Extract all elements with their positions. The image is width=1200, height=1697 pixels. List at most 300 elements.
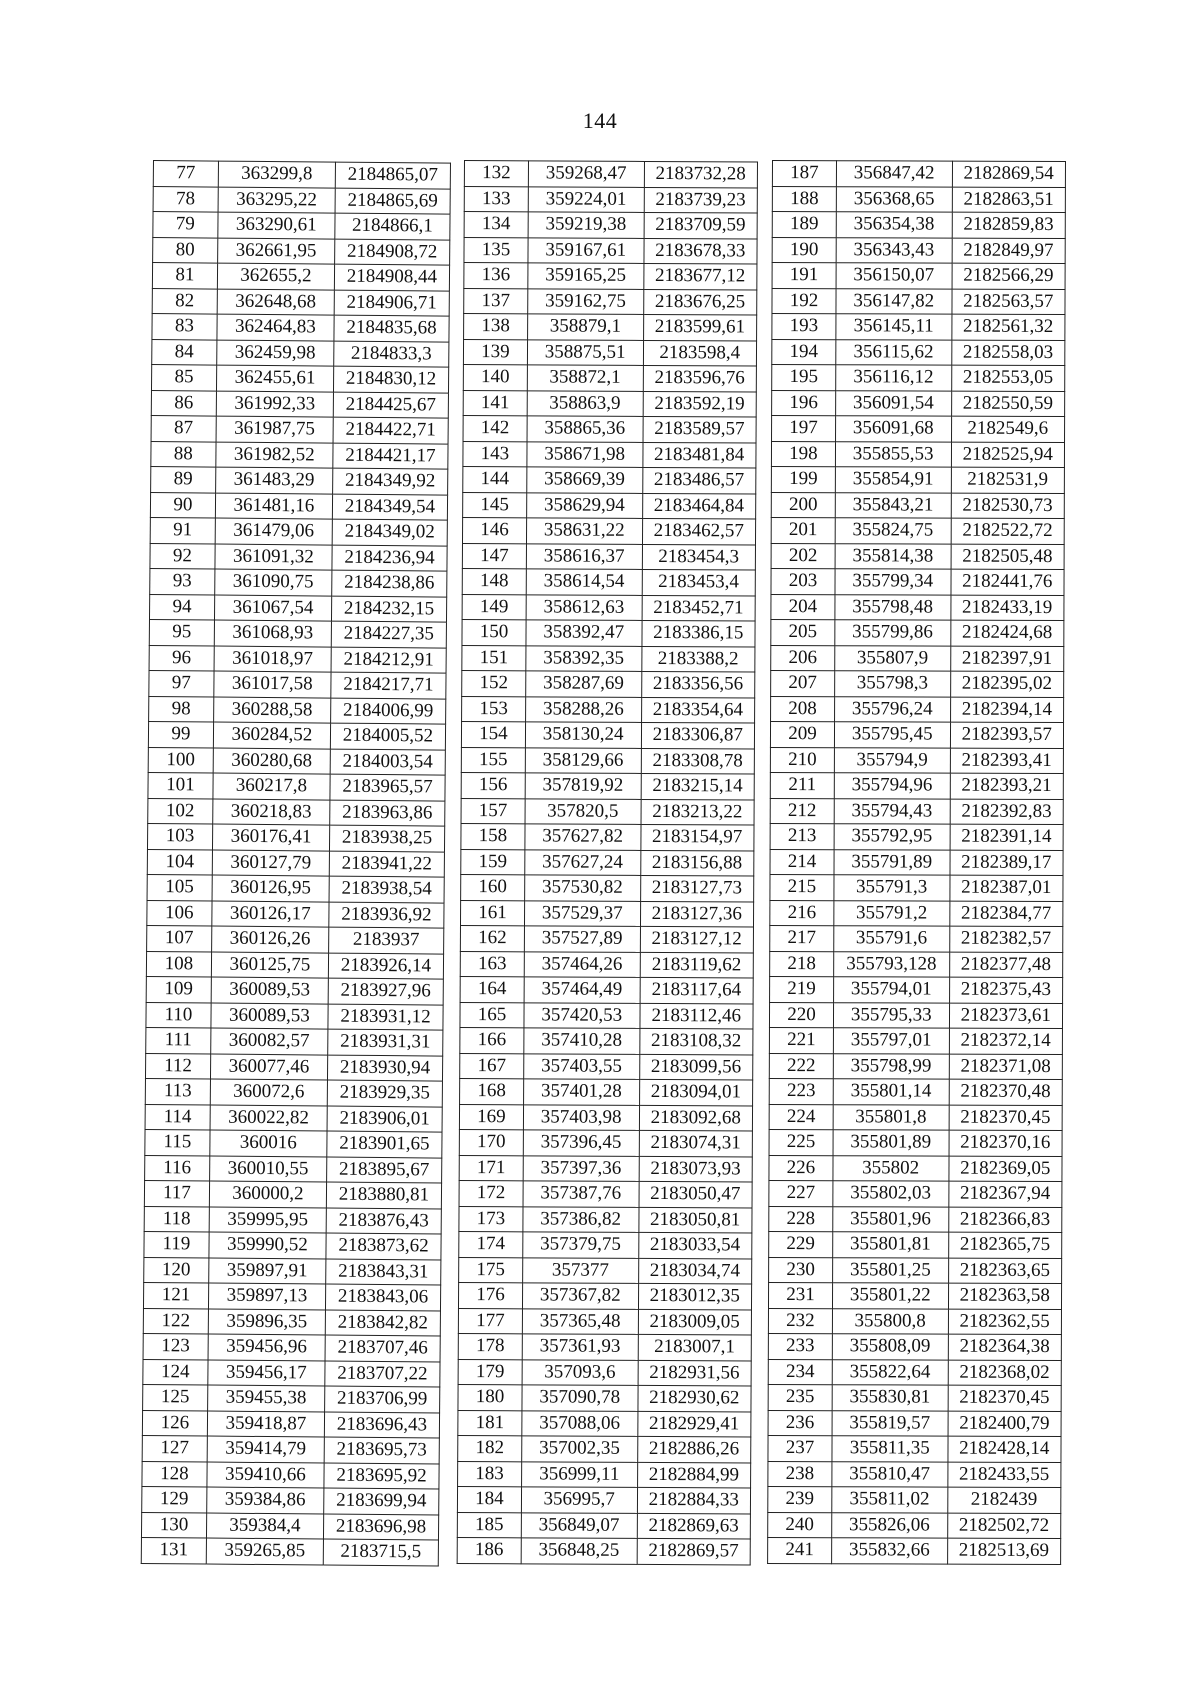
- x-coordinate-cell: 358130,24: [525, 722, 641, 748]
- table-row: [148, 747, 445, 775]
- point-number-cell: 93: [150, 568, 215, 594]
- x-coordinate-cell: 357464,26: [524, 951, 640, 977]
- x-coordinate-cell: 357396,45: [523, 1130, 639, 1156]
- x-coordinate-cell: 355801,22: [832, 1283, 948, 1309]
- point-number-cell: 164: [460, 976, 524, 1002]
- y-coordinate-cell: 2183678,33: [643, 238, 757, 264]
- point-number-cell: 127: [142, 1435, 207, 1461]
- y-coordinate-cell: 2184003,54: [330, 749, 445, 776]
- x-coordinate-cell: 356116,12: [836, 365, 952, 391]
- y-coordinate-cell: 2182563,57: [951, 289, 1065, 315]
- table-row: [153, 237, 450, 265]
- table-row: [459, 1231, 752, 1258]
- x-coordinate-cell: 360022,82: [210, 1105, 327, 1132]
- x-coordinate-cell: 362459,98: [217, 340, 334, 367]
- table-row: [770, 874, 1063, 901]
- table-row: [769, 1002, 1062, 1029]
- y-coordinate-cell: 2184232,15: [331, 596, 446, 623]
- y-coordinate-cell: 2183937: [329, 927, 444, 954]
- point-number-cell: 197: [772, 416, 836, 442]
- y-coordinate-cell: 2182368,02: [948, 1360, 1062, 1386]
- table-row: [151, 441, 448, 469]
- y-coordinate-cell: 2183927,96: [328, 978, 443, 1005]
- y-coordinate-cell: 2182550,59: [951, 391, 1065, 417]
- y-coordinate-cell: 2183880,81: [326, 1182, 441, 1209]
- point-number-cell: 192: [772, 288, 836, 314]
- y-coordinate-cell: 2182373,61: [949, 1003, 1063, 1029]
- point-number-cell: 171: [459, 1155, 523, 1181]
- point-number-cell: 161: [460, 900, 524, 926]
- point-number-cell: 123: [143, 1333, 208, 1359]
- y-coordinate-cell: 2183354,64: [641, 697, 755, 723]
- table-row: [458, 1384, 751, 1411]
- y-coordinate-cell: 2182395,02: [950, 671, 1064, 697]
- point-number-cell: 206: [771, 645, 835, 671]
- x-coordinate-cell: 356150,07: [836, 263, 952, 289]
- table-row: [462, 670, 755, 697]
- y-coordinate-cell: 2183154,97: [640, 824, 754, 850]
- y-coordinate-cell: 2182370,45: [948, 1385, 1062, 1411]
- y-coordinate-cell: 2183926,14: [328, 953, 443, 980]
- table-row: [461, 772, 754, 799]
- point-number-cell: 142: [463, 415, 527, 441]
- table-row: [769, 1104, 1062, 1131]
- x-coordinate-cell: 356343,43: [836, 237, 952, 263]
- point-number-cell: 154: [461, 721, 525, 747]
- point-number-cell: 77: [153, 161, 218, 187]
- x-coordinate-cell: 363295,22: [218, 187, 335, 214]
- table-row: [459, 1180, 752, 1207]
- table-row: [771, 466, 1064, 493]
- x-coordinate-cell: 360072,6: [210, 1079, 327, 1106]
- y-coordinate-cell: 2182363,65: [948, 1258, 1062, 1284]
- table-row: [143, 1308, 440, 1336]
- y-coordinate-cell: 2182566,29: [952, 263, 1066, 289]
- x-coordinate-cell: 355796,24: [834, 696, 950, 722]
- point-number-cell: 99: [148, 721, 213, 747]
- x-coordinate-cell: 357387,76: [523, 1181, 639, 1207]
- x-coordinate-cell: 360176,41: [212, 824, 329, 851]
- y-coordinate-cell: 2183941,22: [329, 851, 444, 878]
- y-coordinate-cell: 2183033,54: [638, 1232, 752, 1258]
- table-row: [772, 365, 1065, 392]
- point-number-cell: 229: [769, 1231, 833, 1257]
- point-number-cell: 191: [772, 263, 836, 289]
- table-row: [772, 416, 1065, 443]
- y-coordinate-cell: 2182553,05: [951, 365, 1065, 391]
- y-coordinate-cell: 2183306,87: [641, 722, 755, 748]
- x-coordinate-cell: 355797,01: [833, 1028, 949, 1054]
- table-row: [772, 339, 1065, 366]
- x-coordinate-cell: 355824,75: [835, 518, 951, 544]
- point-number-cell: 232: [768, 1308, 832, 1334]
- y-coordinate-cell: 2183699,94: [324, 1488, 439, 1515]
- y-coordinate-cell: 2182849,97: [952, 238, 1066, 264]
- table-row: [457, 1486, 750, 1513]
- x-coordinate-cell: 355799,34: [835, 569, 951, 595]
- y-coordinate-cell: 2182561,32: [951, 314, 1065, 340]
- x-coordinate-cell: 362455,61: [216, 365, 333, 392]
- x-coordinate-cell: 360126,26: [211, 926, 328, 953]
- table-row: [458, 1435, 751, 1462]
- y-coordinate-cell: 2182433,19: [950, 595, 1064, 621]
- y-coordinate-cell: 2184236,94: [332, 545, 447, 572]
- y-coordinate-cell: 2184005,52: [330, 723, 445, 750]
- table-row: [768, 1461, 1061, 1488]
- y-coordinate-cell: 2184212,91: [331, 647, 446, 674]
- table-row: [460, 951, 753, 978]
- point-number-cell: 211: [770, 772, 834, 798]
- point-number-cell: 169: [459, 1104, 523, 1130]
- point-number-cell: 121: [143, 1282, 208, 1308]
- x-coordinate-cell: 360010,55: [209, 1156, 326, 1183]
- table-row: [461, 849, 754, 876]
- x-coordinate-cell: 356354,38: [836, 212, 952, 238]
- point-number-cell: 120: [144, 1257, 209, 1283]
- point-number-cell: 209: [770, 721, 834, 747]
- point-number-cell: 210: [770, 747, 834, 773]
- x-coordinate-cell: 356091,54: [836, 390, 952, 416]
- point-number-cell: 186: [457, 1537, 521, 1563]
- table-row: [460, 1002, 753, 1029]
- point-number-cell: 158: [461, 823, 525, 849]
- x-coordinate-cell: 359896,35: [208, 1309, 325, 1336]
- table-row: [459, 1104, 752, 1131]
- y-coordinate-cell: 2184217,71: [331, 672, 446, 699]
- table-row: [458, 1282, 751, 1309]
- y-coordinate-cell: 2182531,9: [951, 467, 1065, 493]
- table-row: [144, 1206, 441, 1234]
- table-row: [152, 263, 449, 291]
- x-coordinate-cell: 355808,09: [832, 1334, 948, 1360]
- table-row: [462, 543, 755, 570]
- table-row: [459, 1155, 752, 1182]
- x-coordinate-cell: 358629,94: [527, 492, 643, 518]
- point-number-cell: 95: [149, 619, 214, 645]
- y-coordinate-cell: 2184349,02: [332, 519, 447, 546]
- table-row: [150, 517, 447, 545]
- point-number-cell: 100: [148, 747, 213, 773]
- point-number-cell: 176: [458, 1282, 522, 1308]
- table-row: [145, 1104, 442, 1132]
- point-number-cell: 115: [145, 1129, 210, 1155]
- point-number-cell: 94: [149, 594, 214, 620]
- x-coordinate-cell: 357527,89: [524, 926, 640, 952]
- x-coordinate-cell: 359456,96: [208, 1334, 325, 1361]
- table-row: [771, 568, 1064, 595]
- point-number-cell: 119: [144, 1231, 209, 1257]
- x-coordinate-cell: 361017,58: [214, 671, 331, 698]
- y-coordinate-cell: 2182387,01: [949, 875, 1063, 901]
- point-number-cell: 235: [768, 1384, 832, 1410]
- point-number-cell: 216: [770, 900, 834, 926]
- table-row: [462, 645, 755, 672]
- y-coordinate-cell: 2183308,78: [641, 748, 755, 774]
- coordinate-table-1: [141, 160, 451, 1566]
- table-row: [460, 1027, 753, 1054]
- table-row: [770, 976, 1063, 1003]
- y-coordinate-cell: 2183930,94: [327, 1055, 442, 1082]
- y-coordinate-cell: 2182393,41: [950, 748, 1064, 774]
- x-coordinate-cell: 359897,13: [208, 1283, 325, 1310]
- table-row: [462, 696, 755, 723]
- table-row: [147, 900, 444, 928]
- x-coordinate-cell: 359165,25: [528, 263, 644, 289]
- y-coordinate-cell: 2183452,71: [642, 595, 756, 621]
- x-coordinate-cell: 357377: [523, 1257, 639, 1283]
- point-number-cell: 217: [770, 925, 834, 951]
- table-row: [151, 415, 448, 443]
- table-row: [771, 517, 1064, 544]
- point-number-cell: 149: [462, 594, 526, 620]
- y-coordinate-cell: 2182930,62: [637, 1385, 751, 1411]
- table-row: [459, 1206, 752, 1233]
- x-coordinate-cell: 360082,57: [211, 1028, 328, 1055]
- table-row: [150, 543, 447, 571]
- table-row: [148, 798, 445, 826]
- x-coordinate-cell: 355792,95: [834, 824, 950, 850]
- table-row: [457, 1512, 750, 1539]
- point-number-cell: 103: [147, 823, 212, 849]
- table-row: [144, 1231, 441, 1259]
- x-coordinate-cell: 355814,38: [835, 543, 951, 569]
- y-coordinate-cell: 2183012,35: [638, 1283, 752, 1309]
- table-row: [459, 1257, 752, 1284]
- x-coordinate-cell: 355801,25: [833, 1257, 949, 1283]
- x-coordinate-cell: 355807,9: [835, 645, 951, 671]
- y-coordinate-cell: 2183842,82: [325, 1310, 440, 1337]
- table-row: [464, 288, 757, 315]
- point-number-cell: 239: [768, 1486, 832, 1512]
- point-number-cell: 118: [144, 1206, 209, 1232]
- table-row: [147, 874, 444, 902]
- point-number-cell: 190: [772, 237, 836, 263]
- x-coordinate-cell: 360000,2: [209, 1181, 326, 1208]
- x-coordinate-cell: 361992,33: [216, 391, 333, 418]
- y-coordinate-cell: 2183213,22: [641, 799, 755, 825]
- x-coordinate-cell: 359456,17: [208, 1360, 325, 1387]
- table-row: [147, 925, 444, 953]
- x-coordinate-cell: 360089,53: [211, 1003, 328, 1030]
- table-row: [770, 925, 1063, 952]
- point-number-cell: 196: [772, 390, 836, 416]
- y-coordinate-cell: 2182364,38: [948, 1334, 1062, 1360]
- point-number-cell: 215: [770, 874, 834, 900]
- y-coordinate-cell: 2183906,01: [327, 1106, 442, 1133]
- x-coordinate-cell: 359162,75: [528, 288, 644, 314]
- table-row: [461, 874, 754, 901]
- point-number-cell: 84: [152, 339, 217, 365]
- table-row: [149, 619, 446, 647]
- table-row: [142, 1461, 439, 1489]
- x-coordinate-cell: 357401,28: [524, 1079, 640, 1105]
- x-coordinate-cell: 355798,48: [835, 594, 951, 620]
- point-number-cell: 183: [458, 1461, 522, 1487]
- x-coordinate-cell: 358865,36: [527, 416, 643, 442]
- table-row: [458, 1410, 751, 1437]
- x-coordinate-cell: 361068,93: [214, 620, 331, 647]
- x-coordinate-cell: 359455,38: [207, 1385, 324, 1412]
- x-coordinate-cell: 362655,2: [217, 263, 334, 290]
- point-number-cell: 185: [457, 1512, 521, 1538]
- y-coordinate-cell: 2183965,57: [330, 774, 445, 801]
- x-coordinate-cell: 355794,9: [834, 747, 950, 773]
- x-coordinate-cell: 355819,57: [832, 1410, 948, 1436]
- x-coordinate-cell: 357002,35: [522, 1436, 638, 1462]
- point-number-cell: 213: [770, 823, 834, 849]
- y-coordinate-cell: 2183486,57: [642, 467, 756, 493]
- x-coordinate-cell: 355811,35: [832, 1436, 948, 1462]
- x-coordinate-cell: 356145,11: [836, 314, 952, 340]
- x-coordinate-cell: 358616,37: [526, 543, 642, 569]
- x-coordinate-cell: 357386,82: [523, 1206, 639, 1232]
- y-coordinate-cell: 2183696,98: [323, 1514, 438, 1541]
- x-coordinate-cell: 358669,39: [527, 467, 643, 493]
- point-number-cell: 204: [771, 594, 835, 620]
- table-row: [772, 186, 1065, 213]
- y-coordinate-cell: 2183092,68: [639, 1105, 753, 1131]
- point-number-cell: 193: [772, 314, 836, 340]
- table-row: [770, 951, 1063, 978]
- point-number-cell: 170: [459, 1129, 523, 1155]
- y-coordinate-cell: 2182400,79: [948, 1411, 1062, 1437]
- x-coordinate-cell: 361481,16: [215, 493, 332, 520]
- point-number-cell: 151: [462, 645, 526, 671]
- table-row: [153, 212, 450, 240]
- table-row: [142, 1435, 439, 1463]
- x-coordinate-cell: 361090,75: [215, 569, 332, 596]
- x-coordinate-cell: 355800,8: [832, 1308, 948, 1334]
- table-row: [769, 1027, 1062, 1054]
- point-number-cell: 233: [768, 1333, 832, 1359]
- y-coordinate-cell: 2184866,1: [335, 213, 450, 240]
- y-coordinate-cell: 2183938,54: [329, 876, 444, 903]
- x-coordinate-cell: 355793,128: [834, 951, 950, 977]
- table-row: [768, 1308, 1061, 1335]
- y-coordinate-cell: 2183112,46: [639, 1003, 753, 1029]
- x-coordinate-cell: 360126,17: [212, 901, 329, 928]
- point-number-cell: 163: [460, 951, 524, 977]
- y-coordinate-cell: 2184908,72: [335, 239, 450, 266]
- table-row: [149, 696, 446, 724]
- table-row: [146, 976, 443, 1004]
- point-number-cell: 150: [462, 619, 526, 645]
- x-coordinate-cell: 359414,79: [207, 1436, 324, 1463]
- x-coordinate-cell: 356849,07: [521, 1512, 637, 1538]
- table-row: [148, 721, 445, 749]
- y-coordinate-cell: 2184865,69: [335, 188, 450, 215]
- point-number-cell: 110: [146, 1002, 211, 1028]
- table-row: [142, 1486, 439, 1514]
- table-row: [146, 1002, 443, 1030]
- table-row: [463, 466, 756, 493]
- x-coordinate-cell: 357379,75: [523, 1232, 639, 1258]
- table-row: [144, 1257, 441, 1285]
- point-number-cell: 98: [149, 696, 214, 722]
- x-coordinate-cell: 359418,87: [207, 1411, 324, 1438]
- point-number-cell: 220: [769, 1002, 833, 1028]
- table-row: [145, 1155, 442, 1183]
- y-coordinate-cell: 2183876,43: [326, 1208, 441, 1235]
- x-coordinate-cell: 355801,89: [833, 1130, 949, 1156]
- point-number-cell: 165: [460, 1002, 524, 1028]
- y-coordinate-cell: 2183739,23: [644, 187, 758, 213]
- x-coordinate-cell: 357093,6: [522, 1359, 638, 1385]
- point-number-cell: 111: [146, 1027, 211, 1053]
- x-coordinate-cell: 363299,8: [218, 161, 335, 188]
- table-row: [771, 543, 1064, 570]
- point-number-cell: 141: [463, 390, 527, 416]
- x-coordinate-cell: 355802,03: [833, 1181, 949, 1207]
- point-number-cell: 230: [769, 1257, 833, 1283]
- table-row: [463, 415, 756, 442]
- table-row: [153, 161, 450, 189]
- x-coordinate-cell: 359265,85: [206, 1538, 323, 1565]
- point-number-cell: 240: [768, 1512, 832, 1538]
- x-coordinate-cell: 355801,14: [833, 1079, 949, 1105]
- point-number-cell: 129: [142, 1486, 207, 1512]
- x-coordinate-cell: 355791,3: [834, 875, 950, 901]
- x-coordinate-cell: 360280,68: [213, 748, 330, 775]
- x-coordinate-cell: 355794,96: [834, 773, 950, 799]
- table-row: [769, 1155, 1062, 1182]
- y-coordinate-cell: 2183696,43: [324, 1412, 439, 1439]
- table-row: [149, 670, 446, 698]
- x-coordinate-cell: 360288,58: [213, 697, 330, 724]
- y-coordinate-cell: 2183073,93: [639, 1156, 753, 1182]
- point-number-cell: 83: [152, 313, 217, 339]
- point-number-cell: 152: [462, 670, 526, 696]
- table-row: [151, 364, 448, 392]
- x-coordinate-cell: 363290,61: [218, 212, 335, 239]
- y-coordinate-cell: 2182363,58: [948, 1283, 1062, 1309]
- point-number-cell: 82: [152, 288, 217, 314]
- point-number-cell: 241: [768, 1537, 832, 1563]
- x-coordinate-cell: 355822,64: [832, 1359, 948, 1385]
- table-row: [152, 288, 449, 316]
- table-row: [461, 823, 754, 850]
- point-number-cell: 168: [460, 1078, 524, 1104]
- y-coordinate-cell: 2183215,14: [641, 773, 755, 799]
- x-coordinate-cell: 359224,01: [528, 186, 644, 212]
- x-coordinate-cell: 355802: [833, 1155, 949, 1181]
- table-row: [771, 645, 1064, 672]
- y-coordinate-cell: 2184908,44: [334, 264, 449, 291]
- x-coordinate-cell: 359897,91: [209, 1258, 326, 1285]
- table-row: [144, 1180, 441, 1208]
- y-coordinate-cell: 2183732,28: [644, 161, 758, 187]
- y-coordinate-cell: 2182370,45: [949, 1105, 1063, 1131]
- table-row: [772, 390, 1065, 417]
- table-row: [146, 1027, 443, 1055]
- table-row: [769, 1206, 1062, 1233]
- x-coordinate-cell: 357420,53: [524, 1002, 640, 1028]
- table-row: [148, 772, 445, 800]
- table-row: [769, 1231, 1062, 1258]
- x-coordinate-cell: 356368,65: [836, 186, 952, 212]
- point-number-cell: 109: [146, 976, 211, 1002]
- y-coordinate-cell: 2183929,35: [327, 1080, 442, 1107]
- table-row: [460, 900, 753, 927]
- y-coordinate-cell: 2182859,83: [952, 212, 1066, 238]
- x-coordinate-cell: 356115,62: [836, 339, 952, 365]
- point-number-cell: 236: [768, 1410, 832, 1436]
- y-coordinate-cell: 2183938,25: [329, 825, 444, 852]
- point-number-cell: 156: [461, 772, 525, 798]
- table-row: [460, 925, 753, 952]
- table-row: [151, 466, 448, 494]
- y-coordinate-cell: 2183931,12: [328, 1004, 443, 1031]
